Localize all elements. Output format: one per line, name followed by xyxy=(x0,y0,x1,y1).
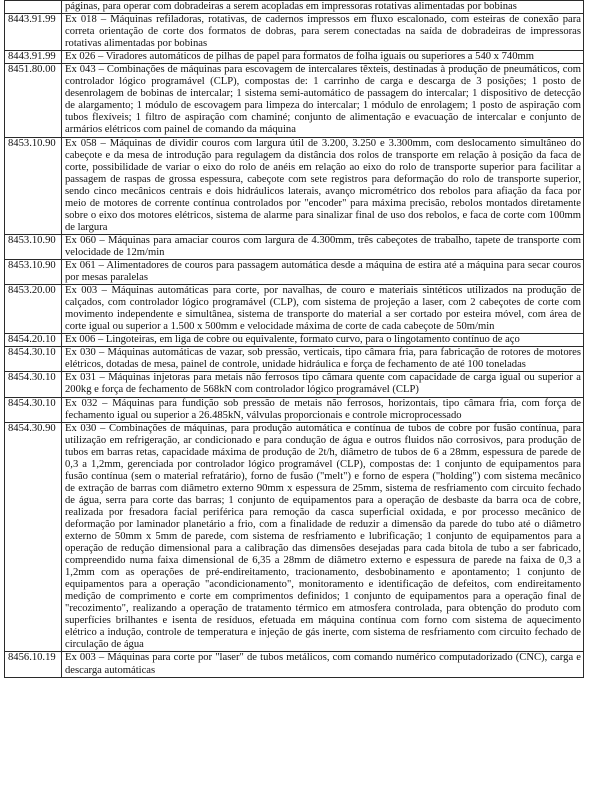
ncm-code: 8454.30.10 xyxy=(5,397,62,422)
ncm-code: 8454.30.90 xyxy=(5,422,62,652)
ex-description: Ex 031 – Máquinas injetoras para metais não ferrosos tipo câmara quente com capacidade de carga igual ou superior a 200kg e força de fechamento de 568kN com controlador lógico programável (CLP) xyxy=(62,372,584,397)
ex-description: Ex 043 – Combinações de máquinas para escovagem de intercalares têxteis, destinadas à produção de pneumáticos, com controlador lógico programável (CLP), compostas de: 1 carrinho de carga e descarga de 3 posições; 1 posto de desenrolagem de bobinas de intercalar; 1 sistema semi-automático de passagem do intercalar; 1 dispositivo de detecção de alargamento; 1 módulo de escovagem para limpeza do intercalar; 1 módulo de enrolagem; 1 posto de aspiração com tubos flexíveis; 1 filtro de aspiração com chaminé; conjunto de alimentação e evacuação de intercalar e conjunto de armários elétricos com painel de comando da máquina xyxy=(62,64,584,137)
table-row xyxy=(5,1,584,14)
ncm-code: 8451.80.00 xyxy=(5,64,62,137)
table-row xyxy=(5,14,584,51)
ncm-code: 8454.30.10 xyxy=(5,372,62,397)
table-row xyxy=(5,234,584,259)
ex-description: Ex 060 – Máquinas para amaciar couros com largura de 4.300mm, três cabeçotes de trabalho, tapete de transporte com velocidade de 12m/min xyxy=(62,234,584,259)
ncm-code: 8443.91.99 xyxy=(5,51,62,64)
ncm-code: 8456.10.19 xyxy=(5,652,62,677)
ex-description: Ex 026 – Viradores automáticos de pilhas de papel para formatos de folha iguais ou superiores a 540 x 740mm xyxy=(62,51,584,64)
ex-description: Ex 030 – Combinações de máquinas, para produção automática e contínua de tubos de cobre por fusão contínua, para utilização em refrigeração, ar condicionado e para condução de água e outros fluidos não corrosivos, para produção de tubos em barras retas, capacidade máxima de produção de 2t/h, diâmetro de tubos de 6 a 28mm, espessura de parede de 0,3 a 1,2mm, gerenciada por controlador lógico programável (CLP), compostas de: 1 conjunto de equipamentos para fusão contínua (sem o material refratário), forno de fusão ("melt") e forno de espera ("holding") com sistema mecânico de extração de barras com diâmetro externo 90mm x espessura de 25mm, sistema de resfriamento com circuito fechado de água, serra para corte das barras; 1 conjunto de equipamentos para a operação de desbaste da barra oca de cobre, realizada por fresadora facial periférica para remoção da casca superficial oxidada, e por processo mecânico de deformação por laminador planetário a frio, com a finalidade de reduzir a dimensão da parede do tubo até o diâmetro externo de 50mm x 5mm de parede, com sistema de resfriamento e lubrificação; 1 conjunto de equipamentos para a operação de redução dimensional para a calibração das dimensões desejadas para cada bitola de tubo a ser fabricado, compreendido numa faixa dimensional de 6,35 a 28mm de diâmetro externo e espessura de parede na faixa de 0,3 a 1,2mm com as operações de pré-endireitamento, tracionamento, desbobinamento e apontamento; 1 conjunto de equipamentos para a operação "acondicionamento", monitoramento e identificação de defeitos, com endireitamento medição de comprimento e corte em comprimentos definidos; 1 conjunto de equipamentos para a operação final de "recozimento", realizando a operação de tratamento térmico em atmosfera controlada, para obtenção do produto com superfícies brilhantes e isenta de resíduos, efetuada em máquina contínua com forno com sistema de aquecimento elétrico a indução, controle de temperatura e injeção de gás inerte, com sistema de resfriamento com circuito fechado de circulação de água xyxy=(62,422,584,652)
table-row xyxy=(5,285,584,334)
ex-description: Ex 003 – Máquinas automáticas para corte, por navalhas, de couro e materiais sintéticos utilizados na produção de calçados, com controlador lógico programável (CLP), com sistema de projeção a laser, com 2 cabeçotes de corte com movimento independente e simultânea, sistema de transporte do material a ser cortado por esteira móvel, com área de corte igual ou superior a 1.500 x 500mm e velocidade máxima de corte de cada cabeçote de 50m/min xyxy=(62,285,584,334)
ex-description: páginas, para operar com dobradeiras a serem acopladas em impressoras rotativas alimentadas por bobinas xyxy=(62,1,584,14)
ncm-code: 8454.20.10 xyxy=(5,334,62,347)
ncm-code: 8453.10.90 xyxy=(5,234,62,259)
ncm-code: 8454.30.10 xyxy=(5,347,62,372)
ex-description: Ex 032 – Máquinas para fundição sob pressão de metais não ferrosos, horizontais, tipo câmara fria, com força de fechamento igual ou superior a 26.485kN, válvulas proporcionais e controle microprocessado xyxy=(62,397,584,422)
ex-description: Ex 030 – Máquinas automáticas de vazar, sob pressão, verticais, tipo câmara fria, para fabricação de rotores de motores elétricos, dotadas de mesa, painel de controle, unidade hidráulica e força de fechamento de até 100 toneladas xyxy=(62,347,584,372)
ncm-code: 8453.10.90 xyxy=(5,137,62,234)
ncm-code: 8453.10.90 xyxy=(5,259,62,284)
table-row xyxy=(5,334,584,347)
tariff-table-body xyxy=(5,1,584,678)
table-row xyxy=(5,137,584,234)
ex-description: Ex 061 – Alimentadores de couros para passagem automática desde a máquina de estira até a máquina para secar couros por mesas paralelas xyxy=(62,259,584,284)
table-row xyxy=(5,372,584,397)
table-row xyxy=(5,51,584,64)
table-row xyxy=(5,259,584,284)
ex-description: Ex 006 – Lingoteiras, em liga de cobre ou equivalente, formato curvo, para o lingotamento contínuo de aço xyxy=(62,334,584,347)
table-row xyxy=(5,347,584,372)
ncm-code xyxy=(5,1,62,14)
table-row xyxy=(5,652,584,677)
table-row xyxy=(5,397,584,422)
ncm-code: 8443.91.99 xyxy=(5,14,62,51)
table-row xyxy=(5,422,584,652)
tariff-table xyxy=(4,0,584,678)
ncm-code: 8453.20.00 xyxy=(5,285,62,334)
ex-description: Ex 018 – Máquinas refiladoras, rotativas, de cadernos impressos em fluxo escalonado, com esteiras de conexão para correta orientação de corte dos formatos de dobras, para serem conectadas na saída de dobradeiras de impressoras rotativas alimentadas por bobinas xyxy=(62,14,584,51)
ex-description: Ex 058 – Máquinas de dividir couros com largura útil de 3.200, 3.250 e 3.300mm, com deslocamento simultâneo do cabeçote e da mesa de introdução para regulagem da distância dos rolos de transporte em relação à posição da faca de corte, possibilidade de variar o eixo do rolo de anéis em relação ao eixo do rolo de transporte superior para facilitar a passagem de raspas de grossa espessura, cabeçote com sete registros para deformação do rolo de transporte superior, sendo cinco mecânicos centrais e dois hidráulicos laterais, avanço micrométrico dos rebolos para afiação da faca por meio de motores de corrente contínua controlados por "encoder" para máxima precisão, rebolos montados diretamente sobre o eixo dos motores elétricos, sistema de alarme para sinalizar final de uso dos rebolos, e faca de corte com 100mm de largura xyxy=(62,137,584,234)
ex-description: Ex 003 – Máquinas para corte por "laser" de tubos metálicos, com comando numérico computadorizado (CNC), carga e descarga automáticas xyxy=(62,652,584,677)
table-row xyxy=(5,64,584,137)
